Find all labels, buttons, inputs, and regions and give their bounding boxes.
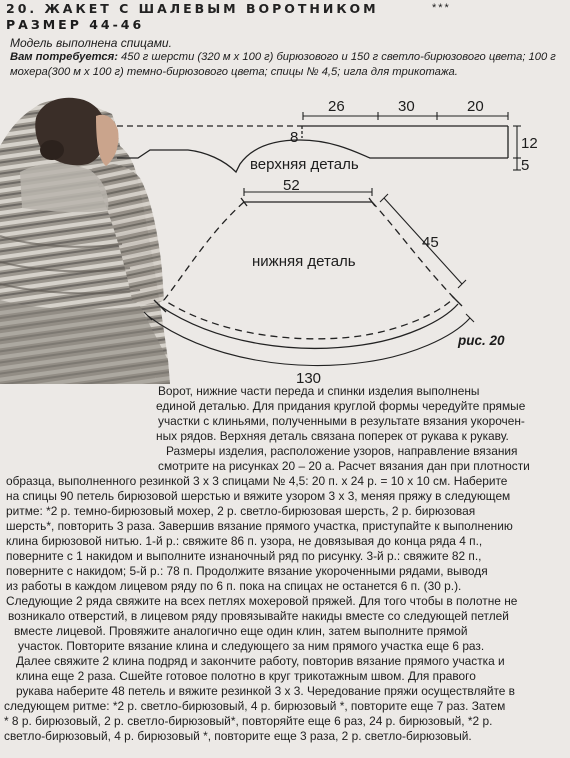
instruction-line: возникало отверстий, в лицевом ряду провязывайте накиды вместе со следующей петлей — [8, 609, 509, 623]
dim-20: 20 — [467, 98, 484, 115]
dim-52: 52 — [283, 177, 300, 194]
difficulty-stars: *** — [432, 2, 451, 14]
instruction-line: шерсть*, повторить 3 раза. Завершив вязание прямого участка, приступайте к выполнению — [6, 519, 513, 533]
dim-26: 26 — [328, 98, 345, 115]
dim-30: 30 — [398, 98, 415, 115]
instruction-line: единой деталью. Для придания круглой формы чередуйте прямые — [156, 399, 526, 413]
instruction-line: * 8 р. бирюзовый, 2 р. светло-бирюзовый*, повторяйте еще 6 раз, 24 р. бирюзовый, *2 р. — [4, 714, 493, 728]
instruction-line: следующем ритме: *2 р. светло-бирюзовый, 4 р. бирюзовый *, повторите еще 7 раз. Затем — [4, 699, 506, 713]
model-note: Модель выполнена спицами. — [10, 36, 172, 50]
upper-piece-label: верхняя деталь — [250, 156, 359, 173]
instruction-line: на спицы 90 петель бирюзовой шерстью и вяжите узором 3 х 3, меняя пряжу в следующем — [6, 489, 511, 503]
dim-45: 45 — [422, 234, 439, 251]
model-photo — [0, 98, 170, 384]
instruction-line: образца, выполненного резинкой 3 х 3 спицами № 4,5: 20 п. х 24 р. = 10 х 10 см. Наберите — [6, 474, 508, 488]
instruction-line: клина бирюзовой нитью. 1-й р.: свяжите 86 п. узора, не довязывая до конца ряда 4 п., — [6, 534, 483, 548]
instruction-line: клина еще 2 раза. Сшейте готовое полотно в круг трикотажным швом. Для правого — [16, 669, 476, 683]
dim-130: 130 — [296, 370, 322, 384]
instruction-line: вместе лицевой. Провяжите аналогично еще один клин, затем выполните прямой — [14, 624, 468, 638]
dim-8: 8 — [290, 129, 299, 146]
materials-text: 450 г шерсти (320 м х 100 г) бирюзового и 150 г светло-бирюзового цвета; 100 г мохера(300 м х 100 г) темно-бирюзового цвета; спицы № 4,5; игла для трикотажа. — [10, 51, 556, 78]
instruction-line: Размеры изделия, расположение узоров, направление вязания — [166, 444, 518, 458]
instruction-line: из работы в каждом лицевом ряду по 6 п. пока на спицах не останется 6 п. (30 р.). — [6, 579, 462, 593]
instruction-line: участок. Повторите вязание клина и следующего за ним прямого участка еще 6 раз. — [18, 639, 485, 653]
dim-12: 12 — [521, 135, 538, 152]
instruction-line: светло-бирюзовый, 4 р. бирюзовый *, повторите еще 3 раза, 2 р. светло-бирюзовый. — [4, 729, 472, 743]
lower-piece-label: нижняя деталь — [252, 253, 356, 270]
instruction-line: ритме: *2 р. темно-бирюзовый мохер, 2 р. светло-бирюзовая шерсть, 2 р. бирюзовая — [6, 504, 476, 518]
lower-piece-drawing — [154, 198, 462, 348]
instruction-line: рукава наберите 48 петель и вяжите резинкой 3 х 3. Чередование пряжи осуществляйте в — [16, 684, 516, 698]
size-line: РАЗМЕР 44-46 — [6, 17, 145, 32]
instruction-line: Далее свяжите 2 клина подряд и закончите работу, повторив вязание прямого участка и — [16, 654, 505, 668]
dim-5: 5 — [521, 157, 530, 174]
instruction-line: ных рядов. Верхняя деталь связана поперек от рукава к рукаву. — [156, 429, 509, 443]
materials-paragraph — [10, 50, 566, 80]
instruction-line: поверните с накидом; 5-й р.: 78 п. Продолжите вязание укороченными рядами, выводя — [6, 564, 488, 578]
instruction-line: Ворот, нижние части переда и спинки изделия выполнены — [158, 384, 480, 398]
instruction-line: поверните с 1 накидом и выполните изнаночный ряд по рисунку. 3-й р.: свяжите 82 п., — [6, 549, 482, 563]
figure-caption: рис. 20 — [458, 333, 505, 348]
pattern-title: 20. ЖАКЕТ С ШАЛЕВЫМ ВОРОТНИКОМ — [6, 1, 379, 16]
instruction-line: смотрите на рисунках 20 – 20 а. Расчет вязания дан при плотности — [158, 459, 530, 473]
instruction-line: Следующие 2 ряда свяжите на всех петлях мохеровой пряжей. Для того чтобы в полотне не — [6, 594, 518, 608]
instruction-line: участки с клиньями, полученными в результате вязания укорочен- — [158, 414, 525, 428]
materials-label: Вам потребуется: — [10, 51, 118, 63]
